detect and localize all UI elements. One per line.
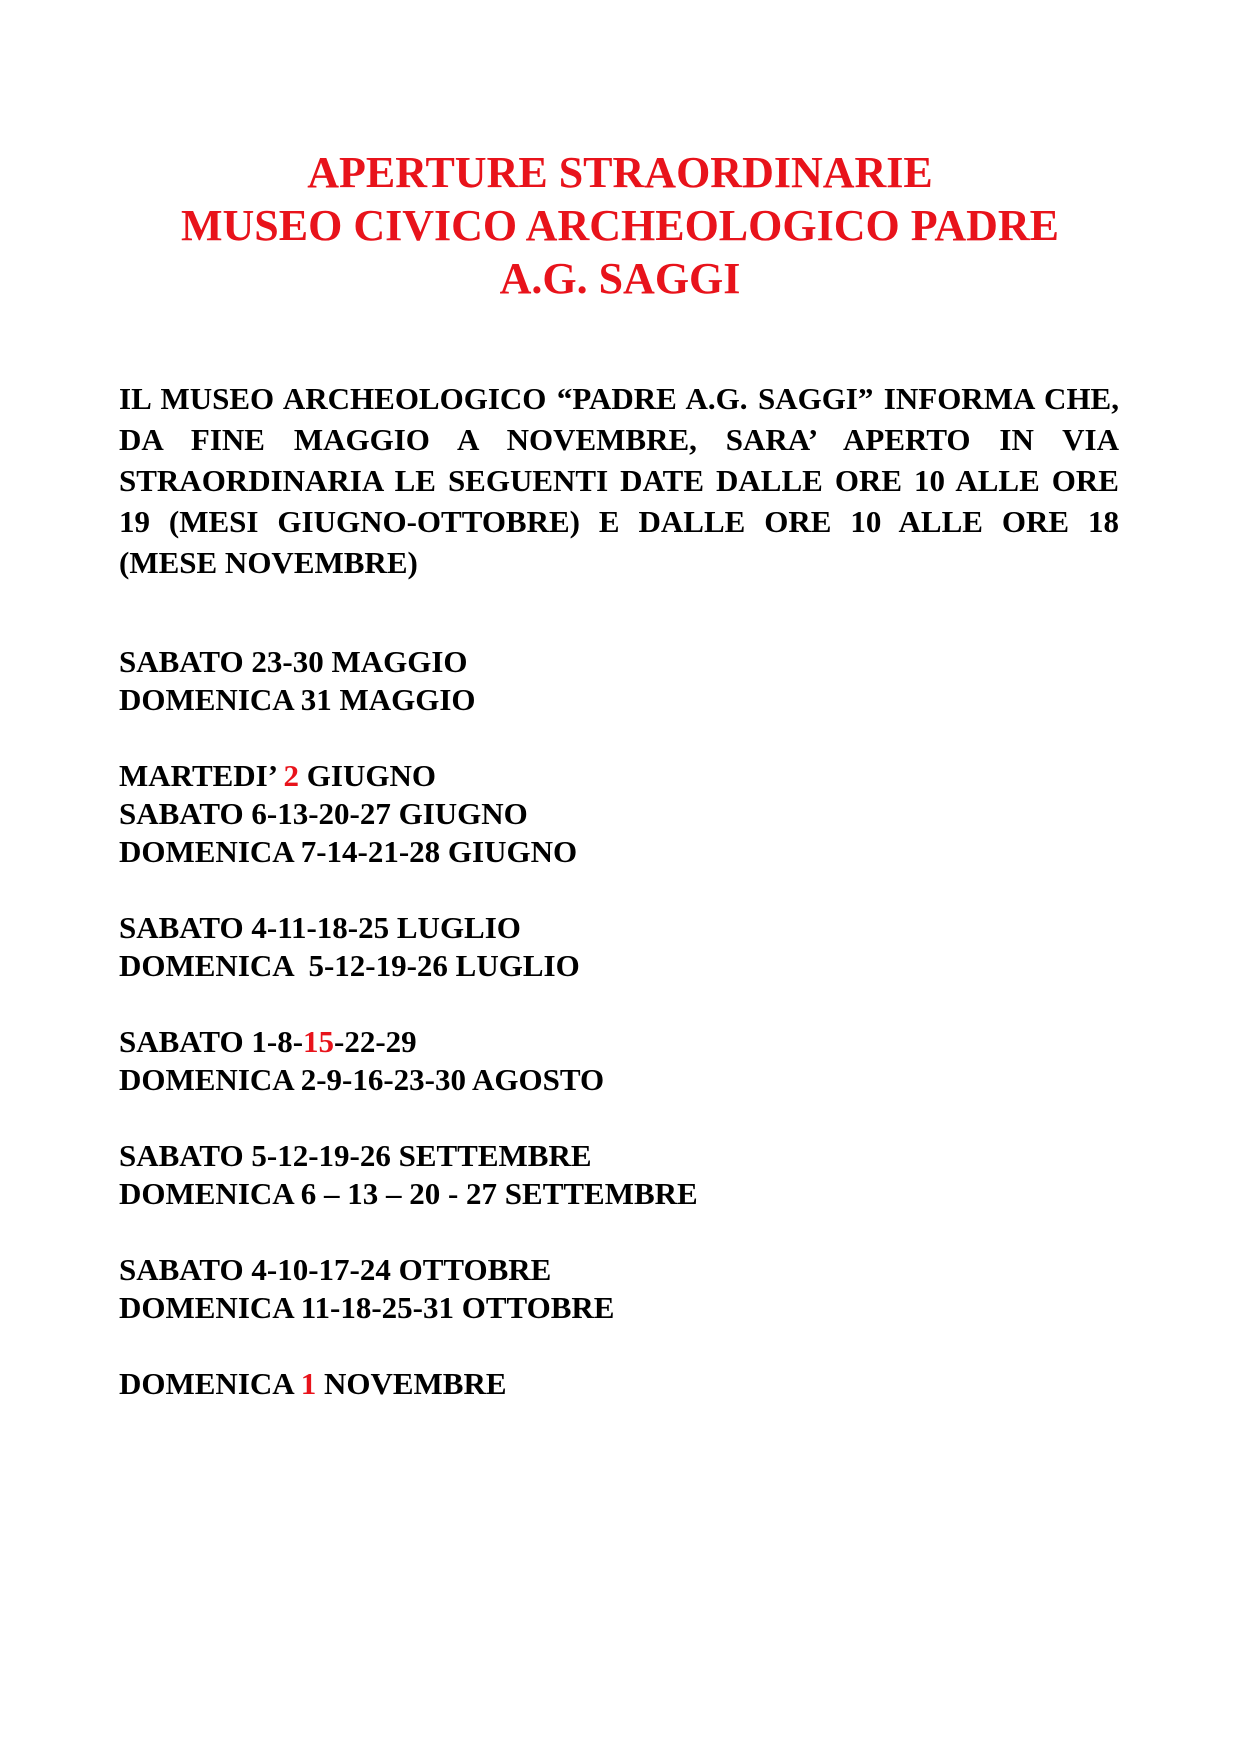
schedule-line: DOMENICA 6 – 13 – 20 - 27 SETTEMBRE [119, 1176, 698, 1211]
title-line-3: A.G. SAGGI [499, 254, 741, 303]
schedule-group-luglio [119, 909, 1119, 985]
highlighted-date: 2 [283, 758, 300, 793]
schedule-line: SABATO 23-30 MAGGIO [119, 644, 468, 679]
schedule-group-novembre [119, 1365, 1119, 1403]
schedule-group-agosto [119, 1023, 1119, 1099]
schedule-line: SABATO 6-13-20-27 GIUGNO [119, 796, 528, 831]
schedule-group-maggio [119, 643, 1119, 719]
schedule-line: DOMENICA 31 MAGGIO [119, 682, 476, 717]
schedule-line: DOMENICA 2-9-16-23-30 AGOSTO [119, 1062, 605, 1097]
intro-paragraph: IL MUSEO ARCHEOLOGICO “PADRE A.G. SAGGI” INFORMA CHE, DA FINE MAGGIO A NOVEMBRE, SARA’ APERTO IN VIA STRAORDINARIA LE SEGUENTI DATE DALLE ORE 10 ALLE ORE 19 (MESI GIUGNO-OTTOBRE) E DALLE ORE 10 ALLE ORE 18 (MESE NOVEMBRE) [119, 381, 1119, 580]
schedule-line [119, 1023, 1119, 1061]
title-line-1: APERTURE STRAORDINARIE [307, 148, 933, 197]
schedule-group-settembre [119, 1137, 1119, 1213]
schedule-line: SABATO 4-10-17-24 OTTOBRE [119, 1252, 552, 1287]
schedule-line [119, 1365, 1119, 1403]
schedule-line [119, 757, 1119, 795]
schedule-line: SABATO 4-11-18-25 LUGLIO [119, 910, 521, 945]
highlighted-date: 15 [303, 1024, 335, 1059]
highlighted-date: 1 [300, 1366, 317, 1401]
schedule-text: NOVEMBRE [316, 1366, 507, 1401]
schedule-line: DOMENICA 5-12-19-26 LUGLIO [119, 948, 580, 983]
schedule-line: SABATO 5-12-19-26 SETTEMBRE [119, 1138, 592, 1173]
schedule-line: DOMENICA 11-18-25-31 OTTOBRE [119, 1290, 615, 1325]
title-line-2: MUSEO CIVICO ARCHEOLOGICO PADRE [180, 201, 1060, 250]
schedule-text: MARTEDI’ [119, 758, 284, 793]
schedule-text: SABATO 1-8- [119, 1024, 304, 1059]
schedule-text: -22-29 [334, 1024, 417, 1059]
schedule-group-ottobre [119, 1251, 1119, 1327]
schedule-line: DOMENICA 7-14-21-28 GIUGNO [119, 834, 578, 869]
schedule-group-giugno [119, 757, 1119, 871]
schedule-text: DOMENICA [119, 1366, 301, 1401]
page-title [0, 146, 1240, 305]
opening-schedule [119, 643, 1119, 1441]
schedule-text: GIUGNO [299, 758, 436, 793]
